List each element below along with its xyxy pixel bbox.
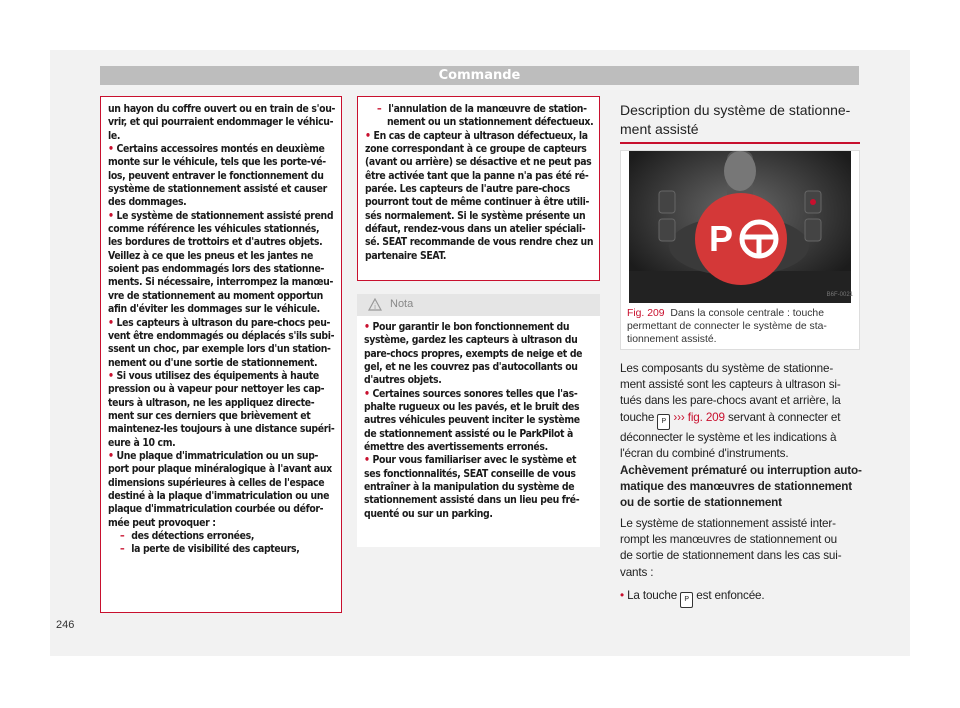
note-bullet-line: • Pour vous familiariser avec le système et <box>364 454 577 467</box>
note-bullet-line: entraîner à la manipulation du système de <box>364 481 575 494</box>
bullet-line: monte sur le véhicule, tels que les porte-vé- <box>108 156 326 169</box>
warning-text <box>108 103 338 557</box>
note-bullet-line: d'autres objets. <box>364 374 442 387</box>
note-bullet-line: gel, et ne les couvrez pas d'autocollants ou <box>364 361 578 374</box>
dash-item: – la perte de visibilité des capteurs, <box>120 543 300 556</box>
description-paragraph: Les composants du système de stationne- ment assisté sont les capteurs à ultrason si- tués dans les pare-chocs avant et arrière, la touche P ››› fig. 209 servant à connecter et déconnecter le système et les indications à l'écran du combiné d'instruments. <box>620 362 841 460</box>
subheading: Achèvement prématuré ou interruption auto- matique des manœuvres de stationnement ou de sortie de stationnement <box>620 464 862 510</box>
note-bullet-line: quenté ou sur un parking. <box>364 507 493 520</box>
bullet-line: sé. SEAT recommande de vous rendre chez un <box>365 236 594 249</box>
park-assist-key-icon <box>695 193 787 285</box>
bullet-line: vre de stationnement au moment opportun <box>108 289 323 302</box>
bullet-line: • Une plaque d'immatriculation ou un sup- <box>108 449 319 462</box>
key-pressed-bullet: • La touche P est enfoncée. <box>620 588 865 608</box>
note-bullet-line: stationnement assisté dans un lieu peu fré- <box>364 494 580 507</box>
section-title: Description du système de stationne- ment assisté <box>620 102 851 137</box>
note-bullet-line: • Certaines sources sonores telles que l'as- <box>364 387 578 400</box>
bullet-marker: • <box>108 316 117 329</box>
bullet-line: vent être endommagés ou déplacés s'ils subi- <box>108 329 335 342</box>
bullet-marker: • <box>108 209 117 222</box>
park-assist-key-icon: P <box>680 592 693 608</box>
figure-link[interactable]: ››› fig. 209 <box>673 410 725 424</box>
bullet-line: parée. Les capteurs de l'autre pare-chocs <box>365 183 570 196</box>
bullet-line: destiné à la plaque d'immatriculation ou une <box>108 489 330 502</box>
bullet-line: pourront tout de même continuer à être utili- <box>365 196 590 209</box>
text-line: le. <box>108 129 121 142</box>
bullet-line: des dommages. <box>108 196 187 209</box>
bullet-line: • En cas de capteur à ultrason défectueux, la <box>365 129 588 142</box>
bullet-line: dimensions supérieures à celles de l'espace <box>108 476 325 489</box>
note-bullet-line: pare-chocs propres, exempts de neige et de <box>364 347 583 360</box>
bullet-line: ssent un choc, par exemple lors d'un station- <box>108 343 331 356</box>
bullet-line: afin d'éviter les dommages sur le véhicule. <box>108 303 320 316</box>
bullet-line: ments. Si nécessaire, interrompez la manœu- <box>108 276 334 289</box>
bullet-line: sés normalement. Si le système présente un <box>365 209 586 222</box>
figure-code: B6F-0021 <box>826 292 853 298</box>
bullet-line: soient pas endommagés lors des stationne- <box>108 263 325 276</box>
title-rule <box>620 142 860 144</box>
note-label: Nota <box>390 298 414 310</box>
dash-item: – des détections erronées, <box>120 530 255 542</box>
bullet-marker: • <box>364 454 373 467</box>
bullet-marker: • <box>364 387 373 400</box>
figure-box <box>620 150 860 350</box>
bullet-line: port pour plaque minéralogique à l'avant aux <box>108 463 332 476</box>
figure-caption: Fig. 209 Dans la console centrale : touche permettant de connecter le système de sta- tionnement assisté. <box>627 308 827 345</box>
park-assist-key-icon: P <box>657 414 670 430</box>
bullet-line: maintenez-les toujours à une distance supéri- <box>108 423 335 436</box>
bullet-line: défaut, rendez-vous dans un atelier spéciali- <box>365 223 586 236</box>
bullet-line: eure à 10 cm. <box>108 436 176 449</box>
dash-item: nement ou un stationnement défectueux. <box>387 116 594 129</box>
warning-box-end <box>357 96 600 281</box>
bullet-line: mée peut provoquer : <box>108 516 216 529</box>
dash-item: – l'annulation de la manœuvre de station- <box>377 103 587 115</box>
text-line: vrir, et qui pourraient endommager le véhicu- <box>108 116 334 129</box>
note-bullet-line: autres véhicules peuvent inciter le système <box>364 414 580 427</box>
svg-text:P: P <box>708 218 734 259</box>
note-text <box>364 321 596 521</box>
bullet-line: être activée tant que la panne n'a pas été ré- <box>365 169 589 182</box>
page-number: 246 <box>56 619 75 631</box>
bullet-marker: • <box>108 143 117 156</box>
bullet-line: (avant ou arrière) se désactive et ne peut pas <box>365 156 592 169</box>
bullet-line: les bordures de trottoirs et d'autres objets. <box>108 236 323 249</box>
bullet-line: • Si vous utilisez des équipements à haute <box>108 369 319 382</box>
note-bullet-line: ses fonctionnalités, SEAT conseille de vous <box>364 467 576 480</box>
bullet-line: zone correspondant à ce groupe de capteurs <box>365 143 587 156</box>
console-photo <box>629 151 851 303</box>
info-triangle-icon <box>368 298 382 311</box>
note-bullet-line: phalte rugueux ou les pavés, et le bruit des <box>364 401 580 414</box>
bullet-line: • Certains accessoires montés en deuxième <box>108 143 325 156</box>
interruption-paragraph: Le système de stationnement assisté inter- rompt les manœuvres de stationnement ou de sortie de stationnement dans les cas sui- vants : <box>620 517 842 579</box>
warning-box-continued <box>100 96 342 613</box>
bullet-marker: • <box>108 449 117 462</box>
note-bullet-line: émettre des avertissements erronés. <box>364 441 548 454</box>
bullet-line: pression ou à vapeur pour nettoyer les cap- <box>108 383 325 396</box>
bullet-line: teurs à ultrason, ne les appliquez directe- <box>108 396 315 409</box>
bullet-line: nement ou d'une sortie de stationnement. <box>108 356 318 369</box>
bullet-line: plaque d'immatriculation courbée ou défor- <box>108 503 324 516</box>
bullet-line: • Le système de stationnement assisté prend <box>108 209 334 222</box>
bullet-line: ment sur ces derniers que brièvement et <box>108 409 311 422</box>
bullet-line: système de stationnement assisté et causer <box>108 183 327 196</box>
bullet-line: • Les capteurs à ultrason du pare-chocs peu- <box>108 316 331 329</box>
note-bullet-line: système, gardez les capteurs à ultrason du <box>364 334 578 347</box>
bullet-line: los, peuvent entraver le fonctionnement du <box>108 169 324 182</box>
bullet-line: comme référence les véhicules stationnés, <box>108 223 320 236</box>
bullet-line: Veillez à ce que les pneus et les jantes ne <box>108 249 313 262</box>
text-line: un hayon du coffre ouvert ou en train de s'ou- <box>108 103 336 115</box>
chapter-header: Commande <box>100 66 859 85</box>
bullet-line: partenaire SEAT. <box>365 249 447 262</box>
svg-text:i: i <box>374 304 376 311</box>
bullet-marker: • <box>365 129 374 142</box>
bullet-marker: • <box>364 321 373 333</box>
note-bullet-line: de stationnement assisté ou le ParkPilot à <box>364 427 573 440</box>
bullet-marker: • <box>108 369 117 382</box>
note-bullet-line: • Pour garantir le bon fonctionnement du <box>364 321 570 333</box>
warning-text-end <box>365 103 597 263</box>
